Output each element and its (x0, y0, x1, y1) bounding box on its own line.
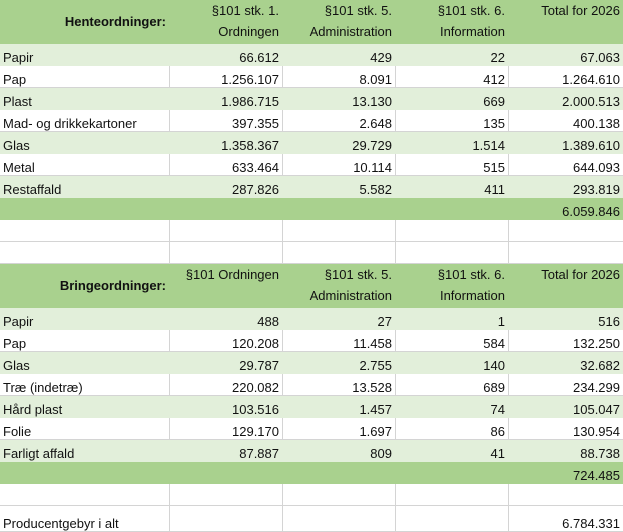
cell[interactable] (396, 220, 509, 242)
row-value[interactable]: 27 (283, 308, 396, 330)
cell[interactable] (509, 242, 623, 264)
row-value[interactable]: 22 (396, 44, 509, 66)
table-row (0, 66, 623, 88)
row-value[interactable]: 5.582 (283, 176, 396, 198)
row-label[interactable]: Papir (0, 308, 170, 330)
row-value[interactable]: 412 (396, 66, 509, 88)
row-value[interactable]: 1.986.715 (170, 88, 283, 110)
hent-header-row (0, 0, 623, 44)
row-label[interactable]: Metal (0, 154, 170, 176)
cell[interactable] (0, 462, 170, 484)
cell[interactable] (283, 198, 396, 220)
row-value[interactable]: 234.299 (509, 374, 623, 396)
hent-col-information[interactable]: §101 stk. 6. Information (396, 0, 509, 44)
table-row (0, 308, 623, 330)
row-value[interactable]: 105.047 (509, 396, 623, 418)
cell[interactable] (396, 462, 509, 484)
row-value[interactable]: 1 (396, 308, 509, 330)
row-value[interactable]: 429 (283, 44, 396, 66)
row-value[interactable]: 669 (396, 88, 509, 110)
row-value[interactable]: 689 (396, 374, 509, 396)
row-label[interactable]: Restaffald (0, 176, 170, 198)
bring-col-total[interactable]: Total for 2026 (509, 264, 623, 308)
bring-col-information[interactable]: §101 stk. 6. Information (396, 264, 509, 308)
bring-title[interactable]: Bringeordninger: (0, 264, 170, 308)
hent-col-ordningen[interactable]: §101 stk. 1. Ordningen (170, 0, 283, 44)
row-label[interactable]: Træ (indetræ) (0, 374, 170, 396)
table-row (0, 374, 623, 396)
row-label[interactable]: Glas (0, 352, 170, 374)
cell[interactable] (170, 198, 283, 220)
bring-total-row (0, 462, 623, 484)
table-row (0, 418, 623, 440)
bring-col-administration[interactable]: §101 stk. 5. Administration (283, 264, 396, 308)
table-row (0, 396, 623, 418)
bring-total-value[interactable]: 724.485 (509, 462, 623, 484)
row-value[interactable]: 88.738 (509, 440, 623, 462)
hent-total-row (0, 198, 623, 220)
row-value[interactable]: 11.458 (283, 330, 396, 352)
table-row (0, 44, 623, 66)
cell[interactable] (170, 242, 283, 264)
table-row (0, 352, 623, 374)
cell[interactable] (396, 484, 509, 506)
bring-col-ordningen[interactable]: §101 Ordningen (170, 264, 283, 308)
cell[interactable] (0, 198, 170, 220)
row-value[interactable]: 1.256.107 (170, 66, 283, 88)
cell[interactable] (0, 242, 170, 264)
row-value[interactable]: 1.358.367 (170, 132, 283, 154)
row-label[interactable]: Pap (0, 66, 170, 88)
table-row (0, 110, 623, 132)
row-value[interactable]: 132.250 (509, 330, 623, 352)
row-value[interactable]: 1.264.610 (509, 66, 623, 88)
table-row (0, 132, 623, 154)
table-row (0, 440, 623, 462)
row-value[interactable]: 8.091 (283, 66, 396, 88)
grand-total-label[interactable]: Producentgebyr i alt (0, 506, 170, 532)
row-value[interactable]: 41 (396, 440, 509, 462)
row-value[interactable]: 103.516 (170, 396, 283, 418)
row-value[interactable]: 2.648 (283, 110, 396, 132)
row-value[interactable]: 488 (170, 308, 283, 330)
cell[interactable] (396, 242, 509, 264)
cell[interactable] (283, 220, 396, 242)
row-value[interactable]: 515 (396, 154, 509, 176)
table-row (0, 330, 623, 352)
hent-col-total[interactable]: Total for 2026 (509, 0, 623, 44)
row-value[interactable]: 13.528 (283, 374, 396, 396)
row-value[interactable]: 2.000.513 (509, 88, 623, 110)
grand-total-row (0, 506, 623, 532)
row-value[interactable]: 74 (396, 396, 509, 418)
row-label[interactable]: Glas (0, 132, 170, 154)
row-value[interactable]: 644.093 (509, 154, 623, 176)
row-value[interactable]: 220.082 (170, 374, 283, 396)
bring-header-row (0, 264, 623, 308)
cell[interactable] (170, 506, 283, 532)
cell[interactable] (509, 484, 623, 506)
row-value[interactable]: 293.819 (509, 176, 623, 198)
cell[interactable] (396, 198, 509, 220)
row-value[interactable]: 67.063 (509, 44, 623, 66)
row-value[interactable]: 400.138 (509, 110, 623, 132)
cell[interactable] (396, 506, 509, 532)
empty-row (0, 242, 623, 264)
hent-total-value[interactable]: 6.059.846 (509, 198, 623, 220)
row-label[interactable]: Papir (0, 44, 170, 66)
hent-title[interactable]: Henteordninger: (0, 0, 170, 44)
row-value[interactable]: 2.755 (283, 352, 396, 374)
row-label[interactable]: Hård plast (0, 396, 170, 418)
cell[interactable] (0, 484, 170, 506)
table-row (0, 154, 623, 176)
empty-row (0, 220, 623, 242)
row-label[interactable]: Pap (0, 330, 170, 352)
row-value[interactable]: 135 (396, 110, 509, 132)
row-value[interactable]: 66.612 (170, 44, 283, 66)
row-value[interactable]: 86 (396, 418, 509, 440)
cell[interactable] (170, 462, 283, 484)
row-value[interactable]: 1.697 (283, 418, 396, 440)
row-label[interactable]: Mad- og drikkekartoner (0, 110, 170, 132)
table-row (0, 176, 623, 198)
row-value[interactable]: 87.887 (170, 440, 283, 462)
row-value[interactable]: 1.389.610 (509, 132, 623, 154)
row-value[interactable]: 633.464 (170, 154, 283, 176)
row-value[interactable]: 516 (509, 308, 623, 330)
row-value[interactable]: 1.514 (396, 132, 509, 154)
empty-row (0, 484, 623, 506)
cell[interactable] (283, 506, 396, 532)
row-value[interactable]: 411 (396, 176, 509, 198)
row-value[interactable]: 29.729 (283, 132, 396, 154)
row-value[interactable]: 287.826 (170, 176, 283, 198)
cell[interactable] (0, 220, 170, 242)
cell[interactable] (509, 220, 623, 242)
row-label[interactable]: Plast (0, 88, 170, 110)
cell[interactable] (170, 484, 283, 506)
cell[interactable] (170, 220, 283, 242)
row-value[interactable]: 10.114 (283, 154, 396, 176)
row-value[interactable]: 13.130 (283, 88, 396, 110)
row-label[interactable]: Farligt affald (0, 440, 170, 462)
row-value[interactable]: 130.954 (509, 418, 623, 440)
row-value[interactable]: 120.208 (170, 330, 283, 352)
row-value[interactable]: 809 (283, 440, 396, 462)
table-row (0, 88, 623, 110)
hent-col-administration[interactable]: §101 stk. 5. Administration (283, 0, 396, 44)
row-value[interactable]: 584 (396, 330, 509, 352)
cell[interactable] (283, 462, 396, 484)
row-value[interactable]: 129.170 (170, 418, 283, 440)
row-value[interactable]: 140 (396, 352, 509, 374)
row-label[interactable]: Folie (0, 418, 170, 440)
grand-total-value[interactable]: 6.784.331 (509, 506, 623, 532)
row-value[interactable]: 32.682 (509, 352, 623, 374)
cell[interactable] (283, 242, 396, 264)
row-value[interactable]: 397.355 (170, 110, 283, 132)
cell[interactable] (283, 484, 396, 506)
row-value[interactable]: 29.787 (170, 352, 283, 374)
row-value[interactable]: 1.457 (283, 396, 396, 418)
